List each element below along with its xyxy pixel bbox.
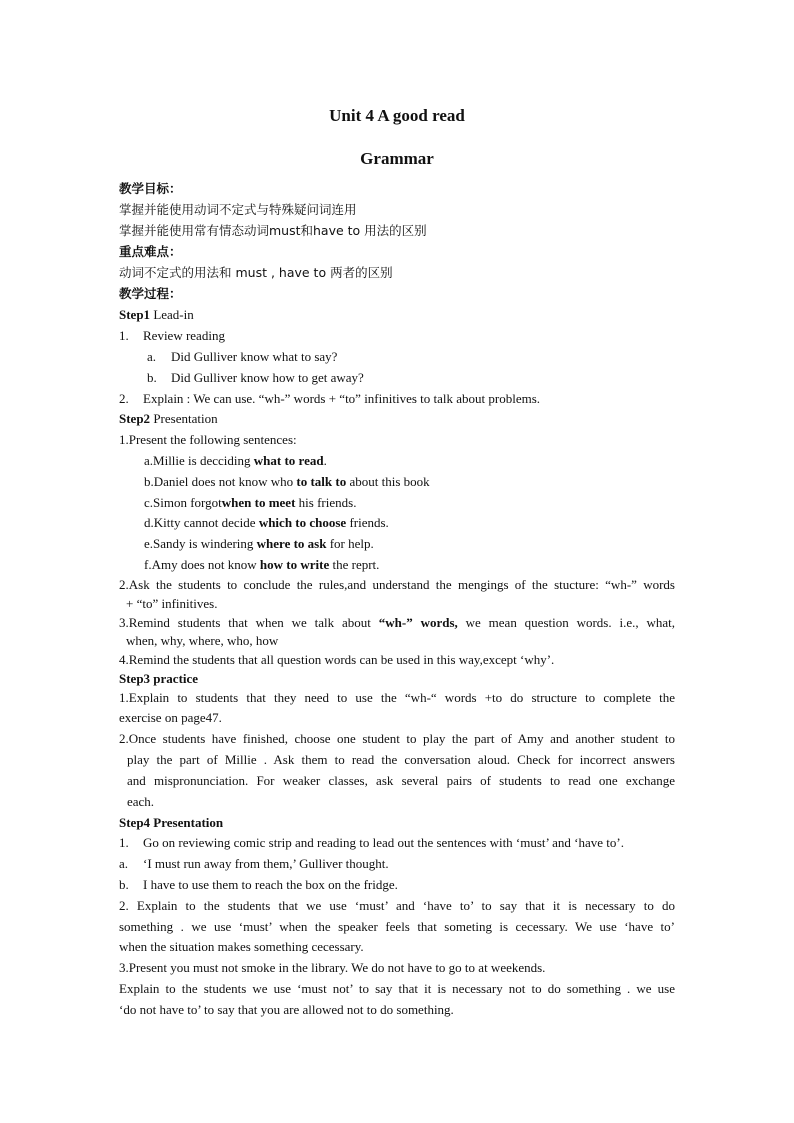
page-title: Unit 4 A good read	[329, 106, 465, 125]
list-text: Explain : We can use. “wh-” words + “to” infinitives to talk about problems.	[143, 391, 541, 406]
list-number: 2.	[119, 391, 129, 406]
list-letter: a.	[147, 349, 157, 364]
example-sentence	[144, 493, 700, 512]
paragraph-line: 2.Once students have finished, choose one student to play the part of Amy and another student to	[119, 731, 675, 746]
list-letter: a.	[119, 856, 129, 871]
step1-item-a	[147, 347, 703, 366]
sentence-highlight: which to choose	[258, 515, 347, 530]
list-text: Review reading	[143, 328, 225, 343]
list-letter: b.	[119, 877, 129, 892]
sentence-text: d.Kitty cannot decide	[144, 515, 259, 530]
sentence-text: his friends.	[295, 495, 357, 510]
objectives-heading: 教学目标：	[119, 181, 182, 196]
sentence-text: a.Millie is decciding	[144, 453, 254, 468]
example-sentence	[144, 451, 700, 470]
key-points-heading: 重点难点：	[119, 244, 182, 259]
paragraph-line: 1.Explain to students that they need to use the “wh-“ words +to do structure to complete the	[119, 690, 675, 705]
step1-item-1	[119, 326, 675, 345]
sentence-text: b.Daniel does not know who	[144, 474, 297, 489]
paragraph-line: and mispronunciation. For weaker classes, ask several pairs of students to read one exchange	[127, 773, 675, 788]
page-subtitle: Grammar	[360, 149, 434, 168]
list-number: 1.	[119, 328, 129, 343]
paragraph-line: play the part of Millie . Ask them to read the conversation aloud. Check for incorrect answers	[127, 752, 675, 767]
sentence-text: the reprt.	[329, 557, 380, 572]
list-text: Did Gulliver know how to get away?	[171, 370, 364, 385]
list-number: 1.	[119, 835, 129, 850]
objective-item: 掌握并能使用常有情态动词must和have to 用法的区别	[119, 223, 427, 238]
step1-item-b	[147, 368, 703, 387]
sentence-highlight: how to write	[259, 557, 330, 572]
step4-heading: Step4 Presentation	[119, 815, 224, 830]
paragraph-line: ‘do not have to’ to say that you are allowed not to do something.	[119, 1002, 454, 1017]
list-text: Did Gulliver know what to say?	[171, 349, 338, 364]
paragraph-line: something . we use ‘must’ when the speaker feels that someting is cecessary. We use ‘have to’	[119, 919, 675, 934]
paragraph-line: when the situation makes something cecessary.	[119, 939, 364, 954]
step3-heading: Step3 practice	[119, 671, 199, 686]
example-sentence	[144, 472, 700, 491]
sentence-highlight: what to read	[253, 453, 324, 468]
sentence-text: friends.	[346, 515, 389, 530]
paragraph-line	[119, 613, 675, 632]
step2-title: Presentation	[150, 411, 218, 426]
example-sentence	[144, 555, 700, 574]
step2-heading	[119, 409, 675, 428]
list-text: ‘I must run away from them,’ Gulliver thought.	[143, 856, 389, 871]
paragraph-line: when, why, where, who, how	[126, 633, 279, 648]
paragraph-line: 2.Ask the students to conclude the rules,and understand the mengings of the stucture: “wh-” words	[119, 577, 675, 592]
paragraph-line: Explain to the students we use ‘must not’ to say that it is necessary not to do something . we use	[119, 981, 675, 996]
paragraph-text: we mean question words. i.e., what,	[457, 615, 675, 630]
sentence-highlight: where to ask	[256, 536, 327, 551]
step2-label: Step2	[119, 411, 151, 426]
paragraph-line: exercise on page47.	[119, 710, 222, 725]
example-sentence	[144, 534, 700, 553]
sentence-text: f.Amy does not know	[144, 557, 260, 572]
paragraph-text: 3.Remind students that when we talk about	[119, 615, 379, 630]
paragraph-line: each.	[127, 794, 155, 809]
sentence-text: c.Simon forgot	[144, 495, 222, 510]
step1-title: Lead-in	[150, 307, 194, 322]
step4-item-a	[119, 854, 675, 873]
key-points-text: 动词不定式的用法和 must , have to 两者的区别	[119, 265, 393, 280]
process-heading: 教学过程：	[119, 286, 182, 301]
example-sentence	[144, 513, 700, 532]
step4-item-b	[119, 875, 675, 894]
paragraph-highlight: “wh-” words,	[378, 615, 458, 630]
sentence-text: e.Sandy is windering	[144, 536, 257, 551]
sentence-highlight: when to meet	[221, 495, 296, 510]
step1-item-2	[119, 389, 675, 408]
objective-item: 掌握并能使用动词不定式与特殊疑问词连用	[119, 202, 357, 217]
paragraph-line: 4.Remind the students that all question words can be used in this way,except ‘why’.	[119, 652, 555, 667]
list-letter: b.	[147, 370, 157, 385]
sentence-text: .	[323, 453, 327, 468]
sentence-text: about this book	[346, 474, 430, 489]
paragraph-line: 2. Explain to the students that we use ‘must’ and ‘have to’ to say that it is necessary to do	[119, 898, 675, 913]
step2-intro: 1.Present the following sentences:	[119, 432, 297, 447]
list-text: Go on reviewing comic strip and reading to lead out the sentences with ‘must’ and ‘have to’.	[143, 835, 624, 850]
sentence-text: for help.	[326, 536, 374, 551]
step4-item-1	[119, 833, 675, 852]
paragraph-line: 3.Present you must not smoke in the library. We do not have to go to at weekends.	[119, 960, 546, 975]
paragraph-line: + “to” infinitives.	[126, 596, 218, 611]
list-text: I have to use them to reach the box on the fridge.	[143, 877, 398, 892]
step1-heading	[119, 305, 675, 324]
sentence-highlight: to talk to	[296, 474, 347, 489]
step1-label: Step1	[119, 307, 151, 322]
